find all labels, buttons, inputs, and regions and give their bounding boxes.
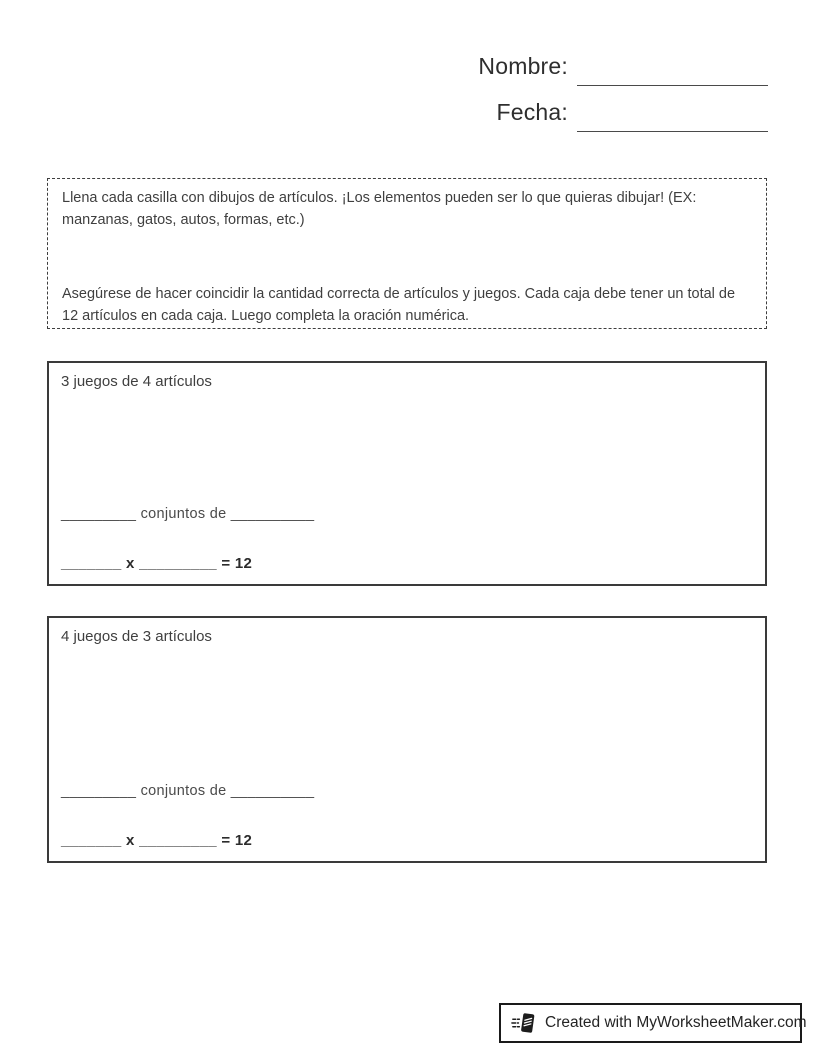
instructions-box xyxy=(47,178,767,329)
date-label: Fecha: xyxy=(496,99,568,125)
exercise-2-drawing-area xyxy=(61,645,753,783)
exercise-1-title: 3 juegos de 4 artículos xyxy=(61,373,212,390)
exercise-2-equation-line: _______ x _________ = 12 xyxy=(61,832,253,849)
name-blank-line xyxy=(577,85,768,86)
exercise-1-equation-line: _______ x _________ = 12 xyxy=(61,555,253,572)
exercise-1-sets-blank-line: _________ conjuntos de __________ xyxy=(61,506,315,522)
exercise-box-1 xyxy=(47,361,767,586)
exercise-box-2 xyxy=(47,616,767,863)
flying-worksheet-icon xyxy=(511,1010,537,1036)
name-label: Nombre: xyxy=(478,53,568,79)
worksheetmaker-credit-badge[interactable] xyxy=(499,1003,807,1043)
name-field-row xyxy=(478,40,768,86)
instructions-paragraph-1: Llena cada casilla con dibujos de artículos. ¡Los elementos pueden ser lo que quieras dibujar! (EX: manzanas, gatos, autos, formas, etc.) xyxy=(62,190,697,228)
exercise-2-sets-blank-line: _________ conjuntos de __________ xyxy=(61,783,315,799)
exercise-1-drawing-area xyxy=(61,390,753,506)
exercise-2-title: 4 juegos de 3 artículos xyxy=(61,628,212,645)
credit-text: Created with MyWorksheetMaker.com xyxy=(545,1014,807,1031)
date-field-row xyxy=(478,86,768,132)
header-fields xyxy=(478,40,768,132)
date-blank-line xyxy=(577,131,768,132)
instructions-paragraph-2: Asegúrese de hacer coincidir la cantidad correcta de artículos y juegos. Cada caja debe tener un total de 12 artículos en cada caja. Luego completa la oración numérica. xyxy=(62,286,736,324)
